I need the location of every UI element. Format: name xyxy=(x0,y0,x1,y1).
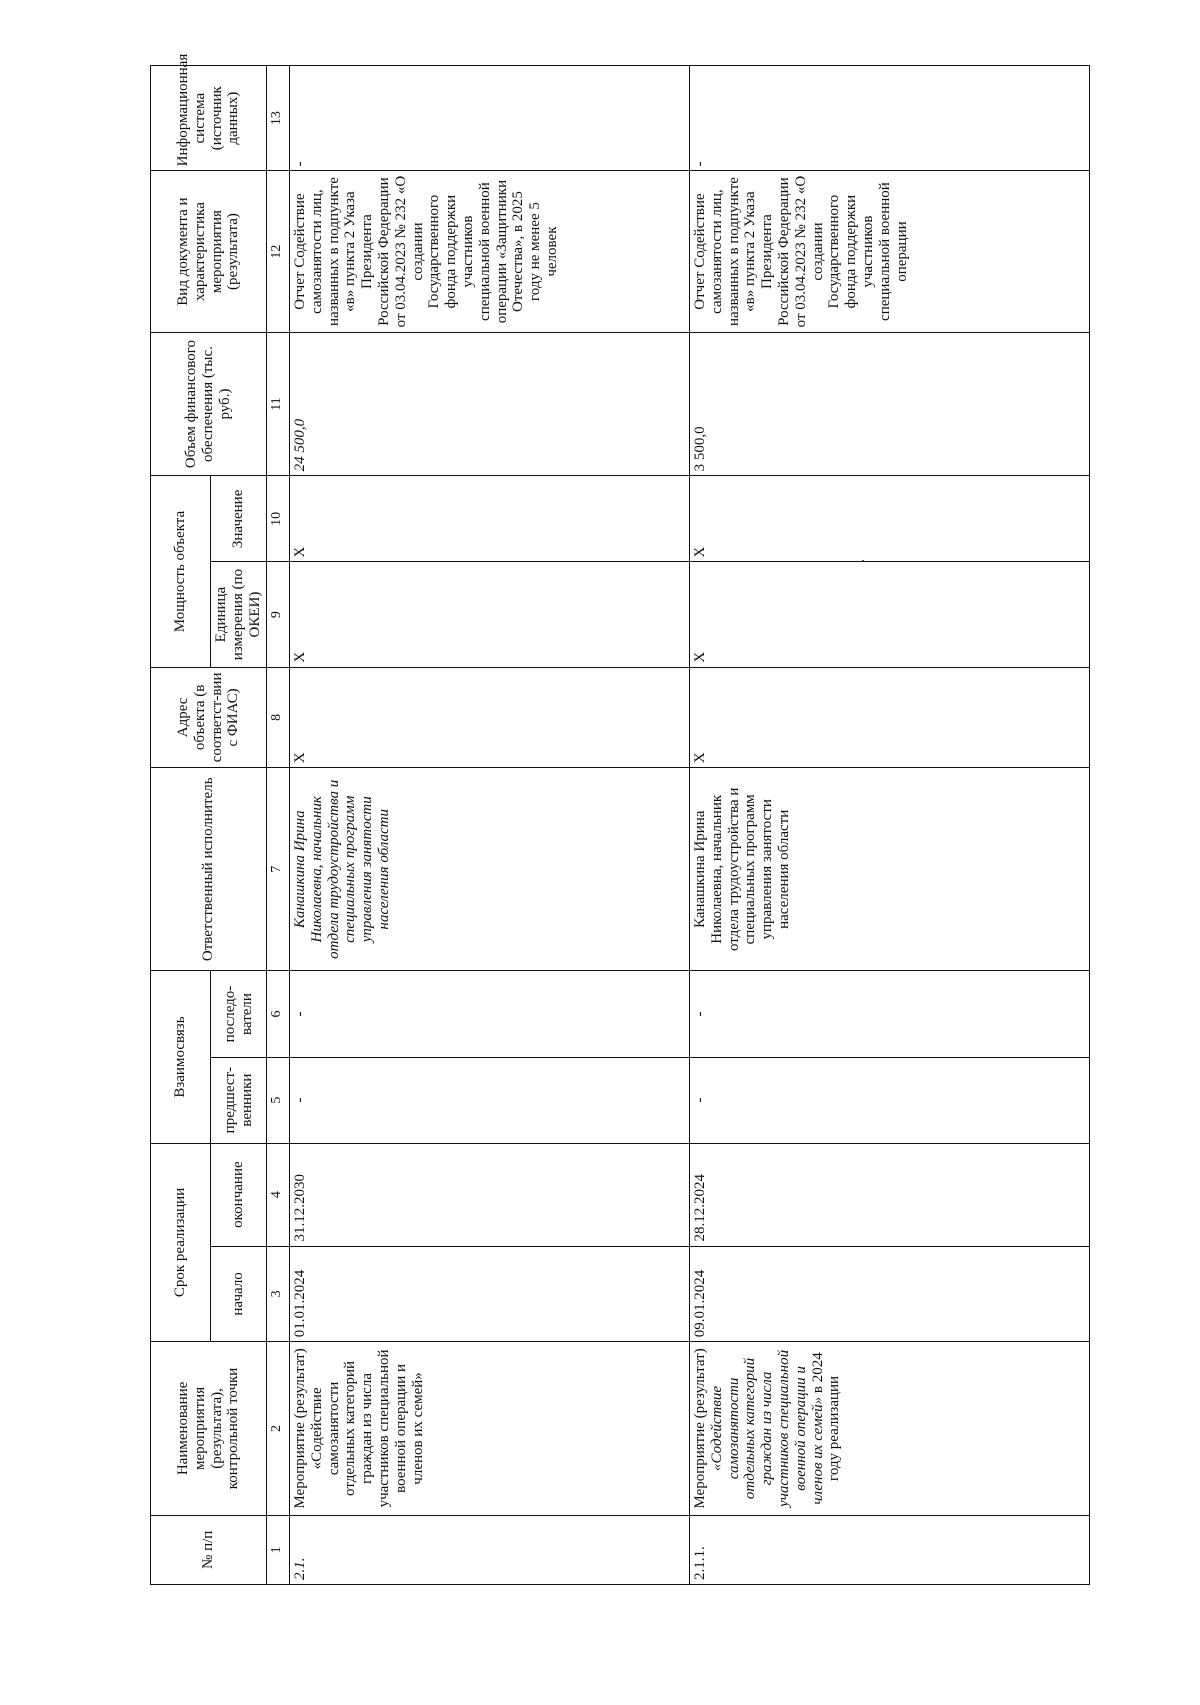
col-number: 8 xyxy=(267,667,290,767)
column-number-row xyxy=(267,66,290,1585)
header-link-succ: последо-ватели xyxy=(211,971,267,1057)
row-end-date: 28.12.2024 xyxy=(690,1143,1090,1246)
row-name-tail: в 2024 году реализации xyxy=(809,1352,843,1481)
row-infosys: - xyxy=(690,66,1090,171)
row-responsible: Канашкина Ирина Николаевна, начальник отдела трудоустройства и специальных программ управления занятости населения области xyxy=(290,768,690,971)
row-start-date: 01.01.2024 xyxy=(290,1246,690,1342)
header-link-pred: предшест-венники xyxy=(211,1057,267,1143)
col-number: 9 xyxy=(267,562,290,667)
row-start-date: 09.01.2024 xyxy=(690,1246,1090,1342)
row-successors: - xyxy=(690,971,1090,1057)
row-num: 2.1. xyxy=(290,1515,690,1584)
header-term-start: начало xyxy=(211,1246,267,1342)
row-responsible: Канашкина Ирина Николаевна, начальник отдела трудоустройства и специальных программ управления занятости населения области xyxy=(690,768,1090,971)
row-document: Отчет Содействие самозанятости лиц, названных в подпункте «в» пункта 2 Указа Президента Российской Федерации от 03.04.2023 № 232 «О создании Государственного фонда поддержки участников специальной военной операции xyxy=(690,171,1090,332)
row-infosys: - xyxy=(290,66,690,171)
row-document: Отчет Содействие самозанятости лиц, названных в подпункте «в» пункта 2 Указа Президента Российской Федерации от 03.04.2023 № 232 «О создании Государственного фонда поддержки участников специальной военной операции «Защитники Отечества», в 2025 году не менее 5 человек xyxy=(290,171,690,332)
table-row xyxy=(690,66,1090,1585)
header-link: Взаимосвязь xyxy=(151,971,211,1143)
header-funding: Объем финансового обеспечения (тыс. руб.) xyxy=(151,332,267,476)
row-name-plain: Мероприятие (результат) xyxy=(692,1348,708,1509)
header-cap-unit: Единица измерения (по ОКЕИ) xyxy=(211,562,267,667)
header-term: Срок реализации xyxy=(151,1143,211,1342)
header-num: № п/п xyxy=(151,1515,267,1584)
col-number: 1 xyxy=(267,1515,290,1584)
header-cap-value: Значение xyxy=(211,476,267,562)
col-number: 12 xyxy=(267,171,290,332)
col-number: 7 xyxy=(267,768,290,971)
header-doc: Вид документа и характеристика мероприятия (результата) xyxy=(151,171,267,332)
col-number: 13 xyxy=(267,66,290,171)
activity-plan-table xyxy=(150,53,1090,1585)
row-successors: - xyxy=(290,971,690,1057)
col-number: 3 xyxy=(267,1246,290,1342)
row-address: X xyxy=(290,667,690,767)
row-funding: 3 500,0 xyxy=(690,332,1090,476)
col-number: 5 xyxy=(267,1057,290,1143)
col-number: 6 xyxy=(267,971,290,1057)
row-value: X xyxy=(290,476,690,562)
header-term-end: окончание xyxy=(211,1143,267,1246)
header-row-1 xyxy=(151,66,211,1585)
header-capacity: Мощность объекта xyxy=(151,476,211,667)
header-name: Наименование мероприятия (результата), контрольной точки xyxy=(151,1342,267,1515)
col-number: 4 xyxy=(267,1143,290,1246)
row-address: X xyxy=(690,667,1090,767)
col-number: 2 xyxy=(267,1342,290,1515)
col-number: 10 xyxy=(267,476,290,562)
header-address: Адрес объекта (в соответст-вии с ФИАС) xyxy=(151,667,267,767)
header-infosys: Информационная система (источник данных) xyxy=(151,66,267,171)
rotated-table-page xyxy=(150,53,1085,1585)
row-end-date: 31.12.2030 xyxy=(290,1143,690,1246)
table-row xyxy=(290,66,690,1585)
row-value: X xyxy=(690,476,1090,562)
row-unit: X xyxy=(290,562,690,667)
row-num: 2.1.1. xyxy=(690,1515,1090,1584)
row-predecessors: - xyxy=(290,1057,690,1143)
row-name: Мероприятие (результат) «Содействие самозанятости отдельных категорий граждан из числа участников специальной военной операции и членов их семей» xyxy=(290,1342,690,1515)
row-unit: X xyxy=(690,562,1090,667)
row-name-italic: «Содействие самозанятости отдельных категорий граждан из числа участников специальной военной операции и членов их семей» xyxy=(708,1349,826,1507)
row-predecessors: - xyxy=(690,1057,1090,1143)
row-name xyxy=(690,1342,1090,1515)
header-responsible: Ответственный исполнитель xyxy=(151,768,267,971)
col-number: 11 xyxy=(267,332,290,476)
row-funding: 24 500,0 xyxy=(290,332,690,476)
